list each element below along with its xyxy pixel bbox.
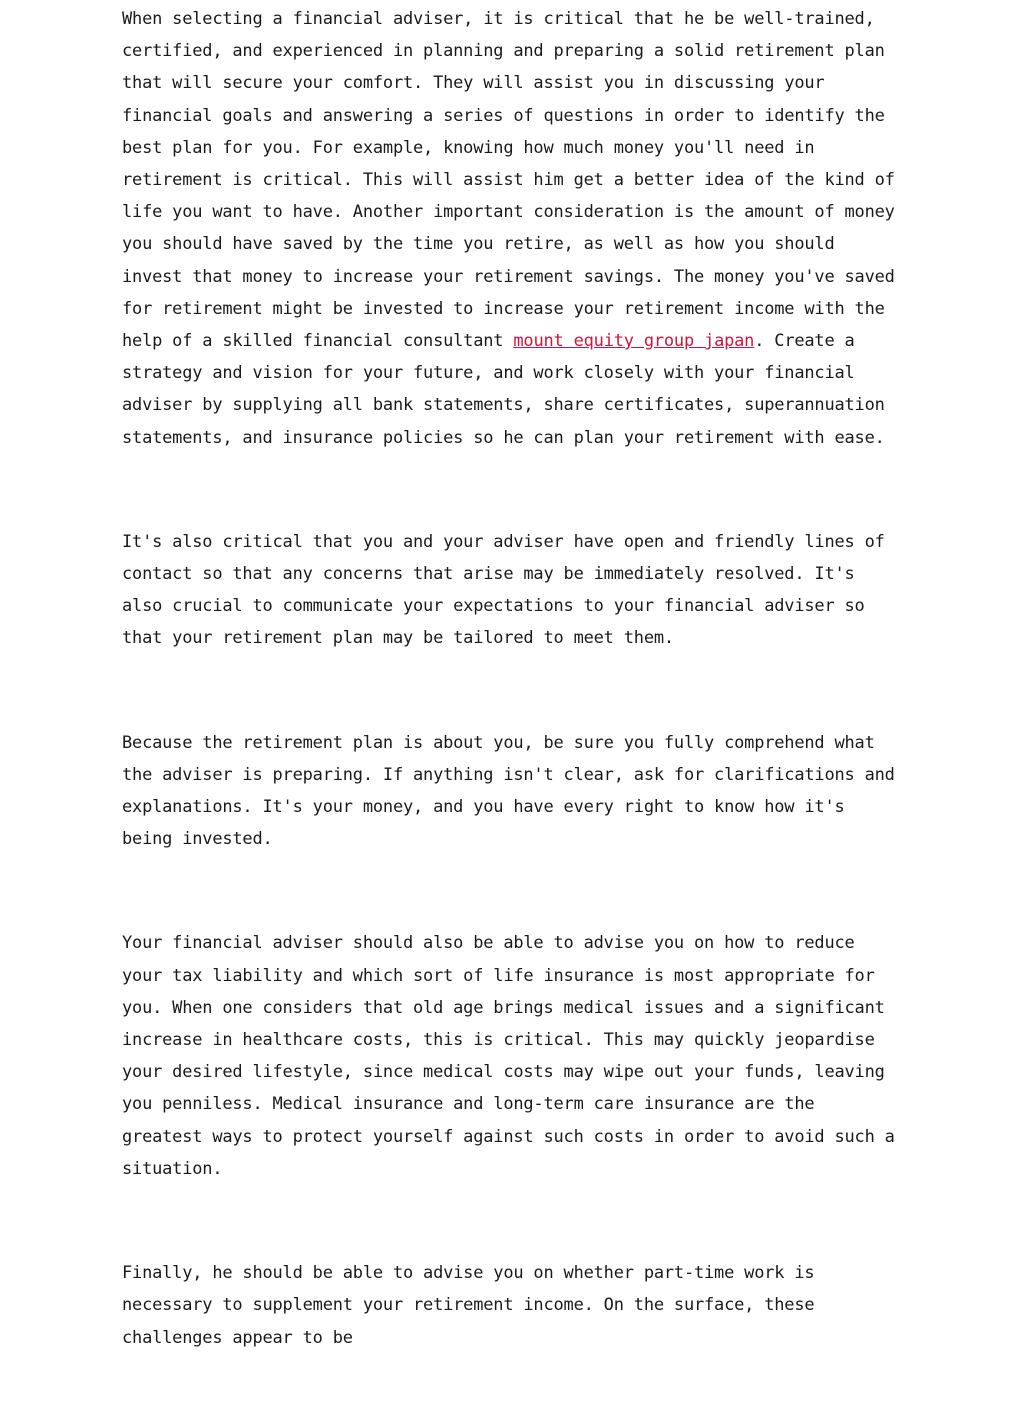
paragraph-4: Your financial adviser should also be able to advise you on how to reduce your tax liability and which sort of life insurance is most appropriate for you. When one considers that old age brings medical issues and a significant increase in healthcare costs, this is critical. This may quickly jeopardise your desired lifestyle, since medical costs may wipe out your funds, leaving you penniless. Medical insurance and long-term care insurance are the greatest ways to protect yourself against such costs in order to avoid such a situation. xyxy=(122,933,895,1179)
article-body xyxy=(122,3,902,1426)
paragraph-1 xyxy=(122,3,902,454)
mount-equity-group-japan-link[interactable]: mount equity group japan xyxy=(513,331,755,352)
paragraph-2: It's also critical that you and your adviser have open and friendly lines of contact so that any concerns that arise may be immediately resolved. It's also crucial to communicate your expectations to your financial adviser so that your retirement plan may be tailored to meet them. xyxy=(122,531,885,649)
paragraph-1-text-before-link: When selecting a financial adviser, it is critical that he be well-trained, certified, and experienced in planning and preparing a solid retirement plan that will secure your comfort. They will assist you in discussing your financial goals and answering a series of questions in order to identify the best plan for you. For example, knowing how much money you'll need in retirement is critical. This will assist him get a better idea of the kind of life you want to have. Another important consideration is the amount of money you should have saved by the time you retire, as well as how you should invest that money to increase your retirement savings. The money you've saved for retirement might be invested to increase your retirement income with the help of a skilled financial consultant xyxy=(122,9,895,352)
paragraph-1-text-after-link: . Create a strategy and vision for your future, and work closely with your financial adviser by supplying all bank statements, share certificates, superannuation statements, and insurance policies so he can plan your retirement with ease. xyxy=(122,331,885,448)
paragraph-3: Because the retirement plan is about you, be sure you fully comprehend what the adviser is preparing. If anything isn't clear, ask for clarifications and explanations. It's your money, and you have every right to know how it's being invested. xyxy=(122,732,895,850)
paragraph-5: Finally, he should be able to advise you on whether part-time work is necessary to supplement your retirement income. On the surface, these challenges appear to be xyxy=(122,1263,815,1348)
